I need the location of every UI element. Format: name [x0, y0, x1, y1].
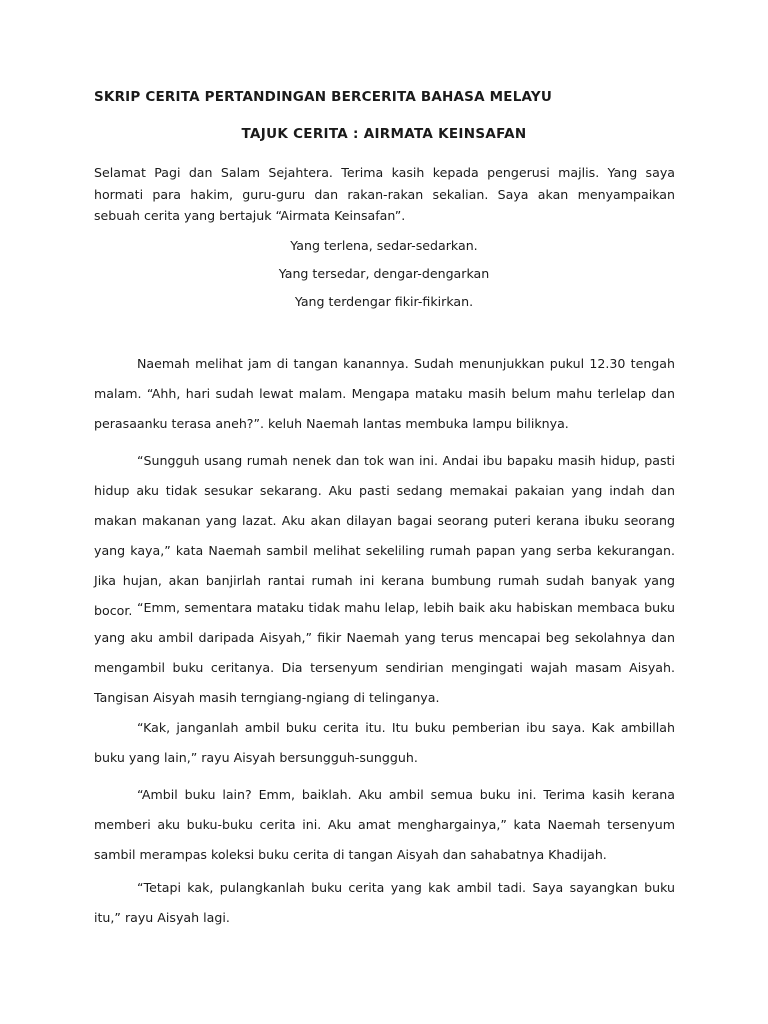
- story-paragraph: Naemah melihat jam di tangan kanannya. Sudah menunjukkan pukul 12.30 tengah malam. “Ahh, hari sudah lewat malam. Mengapa mataku masih belum mahu terlelap dan perasaanku terasa aneh?”. keluh Naemah lantas membuka lampu biliknya.: [94, 356, 675, 431]
- story-paragraph: “Emm, sementara mataku tidak mahu lelap, lebih baik aku habiskan membaca buku yang aku ambil daripada Aisyah,” fikir Naemah yang terus mencapai beg sekolahnya dan mengambil buku ceritanya. Dia tersenyum sendirian mengingati wajah masam Aisyah. Tangisan Aisyah masih terngiang-ngiang di telinganya.: [94, 600, 675, 705]
- intro-paragraph: Selamat Pagi dan Salam Sejahtera. Terima kasih kepada pengerusi majlis. Yang saya hormati para hakim, guru-guru dan rakan-rakan sekalian. Saya akan menyampaikan sebuah cerita yang bertajuk “Airmata Keinsafan”.: [94, 165, 675, 223]
- document-title: SKRIP CERITA PERTANDINGAN BERCERITA BAHASA MELAYU: [94, 89, 552, 105]
- pantun-verse: [0, 232, 768, 316]
- pantun-line: Yang terdengar fikir-fikirkan.: [294, 294, 474, 309]
- story-paragraph: “Tetapi kak, pulangkanlah buku cerita yang kak ambil tadi. Saya sayangkan buku itu,” rayu Aisyah lagi.: [94, 880, 675, 925]
- story-paragraph: “Kak, janganlah ambil buku cerita itu. Itu buku pemberian ibu saya. Kak ambillah buku yang lain,” rayu Aisyah bersungguh-sungguh.: [94, 720, 675, 765]
- story-title: TAJUK CERITA : AIRMATA KEINSAFAN: [241, 126, 527, 142]
- pantun-line: Yang tersedar, dengar-dengarkan: [278, 266, 490, 281]
- story-paragraph: “Ambil buku lain? Emm, baiklah. Aku ambil semua buku ini. Terima kasih kerana memberi aku buku-buku cerita ini. Aku amat menghargainya,” kata Naemah tersenyum sambil merampas koleksi buku cerita di tangan Aisyah dan sahabatnya Khadijah.: [94, 787, 675, 862]
- story-paragraph: “Sungguh usang rumah nenek dan tok wan ini. Andai ibu bapaku masih hidup, pasti hidup aku tidak sesukar sekarang. Aku pasti sedang memakai pakaian yang indah dan makan makanan yang lazat. Aku akan dilayan bagai seorang puteri kerana ibuku seorang yang kaya,” kata Naemah sambil melihat sekeliling rumah papan yang serba kekurangan. Jika hujan, akan banjirlah rantai rumah ini kerana bumbung rumah sudah banyak yang bocor.: [94, 453, 675, 618]
- pantun-line: Yang terlena, sedar-sedarkan.: [290, 238, 478, 253]
